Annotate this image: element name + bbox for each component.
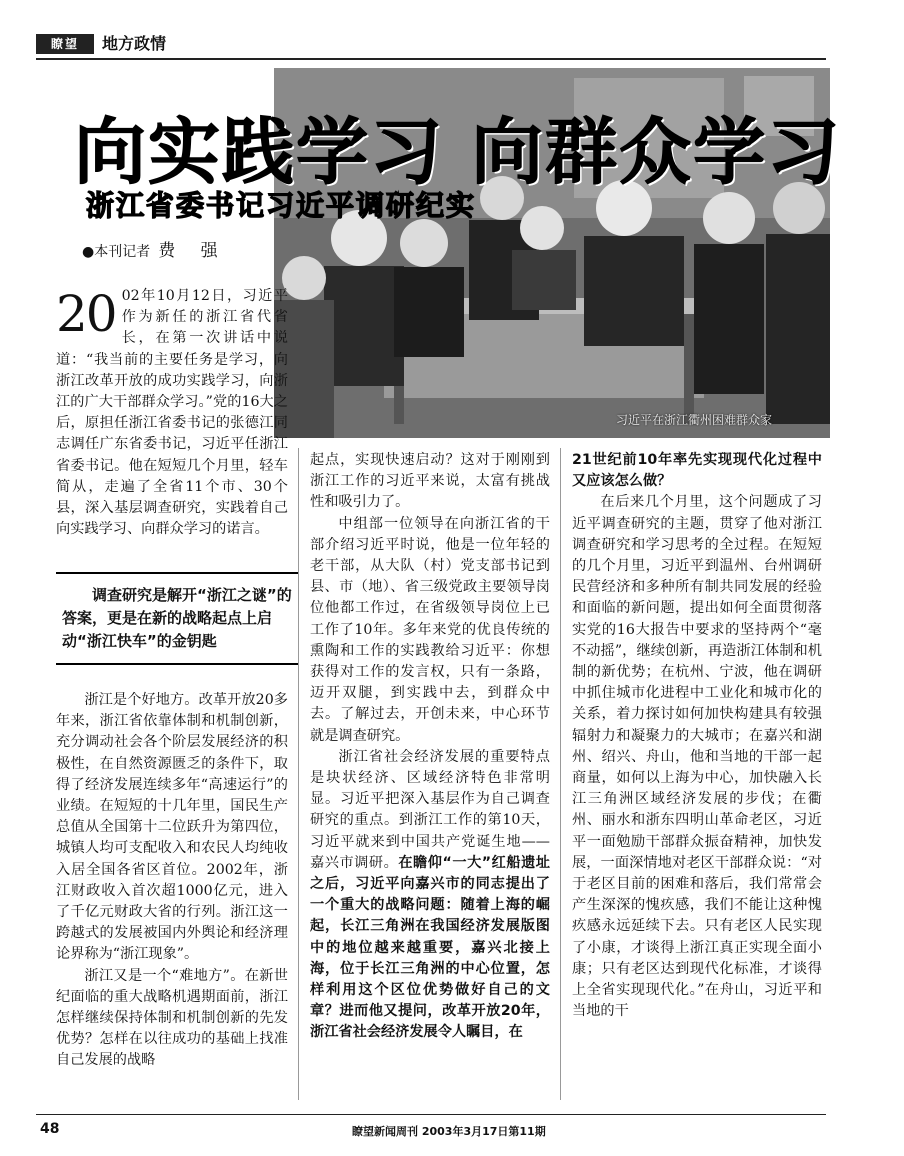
byline <box>82 236 228 261</box>
paragraph: 浙江又是一个“难地方”。在新世纪面临的重大战略机遇期面前，浙江怎样继续保持体制和机制创新的先发优势？怎样在以往成功的基础上找准自己发展的战略 <box>56 967 288 1069</box>
page-number: 48 <box>40 1121 60 1137</box>
section-name: 地方政情 <box>102 34 167 53</box>
paragraph: 在后来几个月里，这个问题成了习近平调查研究的主题，贯穿了他对浙江调查研究和学习思考的全过程。在短短的几个月里，习近平到温州、台州调研民营经济和多种所有制共同发展的经验和面临的新问题，提出如何全面贯彻落实党的16大报告中要求的坚持两个“毫不动摇”，继续创新，再造浙江体制和机制的新优势；在杭州、宁波，他在调研中抓住城市化进程中工业化和城市化的关系，着力探讨如何加快构建具有较强辐射力和凝聚力的大城市；在嘉兴和湖州、绍兴、舟山，他和当地的干部一起商量，如何以上海为中心，加快融入长江三角洲区域经济发展的步伐；在衢州、丽水和浙东四明山革命老区，习近平一面勉励干部群众振奋精神，加快发展，一面深情地对老区干部群众说：“对于老区目前的困难和落后，我们常常会产生深深的愧疚感，我们不能让这种愧疚感永远延续下去。只有老区人民实现了小康，才谈得上浙江真正实现全面小康；只有老区达到现代化标准，才谈得上全省实现现代化。”在舟山，习近平和当地的干 <box>572 494 822 1020</box>
column-1-bottom <box>56 690 288 1072</box>
magazine-logo: 瞭望 <box>36 34 94 54</box>
paragraph: 浙江是个好地方。改革开放20多年来，浙江省依靠体制和机制创新，充分调动社会各个阶层发展经济的积极性，在自然资源匮乏的条件下，取得了经济发展连续多年“高速运行”的业绩。在短短的十几年里，国民生产总值从全国第十二位跃升为第四位，城镇人均可支配收入和农民人均纯收入居全国各省区首位。2002年，浙江财政收入首次超1000亿元，进入了千亿元财政大省的行列。浙江这一跨越式的发展被国内外舆论和经济理论界称为“浙江现象”。 <box>56 692 288 963</box>
paragraph: 浙江省社会经济发展的重要特点是块状经济、区域经济特色非常明显。习近平把深入基层作为自己调查研究的重点。到浙江工作的第10天，习近平就来到中国共产党诞生地——嘉兴市调研。在瞻仰“一大”红船遗址之后，习近平向嘉兴市的同志提出了一个重大的战略问题：随着上海的崛起，长江三角洲在我国经济发展版图中的地位越来越重要，嘉兴北接上海，位于长江三角洲的中心位置，怎样利用这个区位优势做好自己的文章？进而他又提问，改革开放20年，浙江省社会经济发展令人瞩目，在 <box>310 748 550 1041</box>
callout-heading: 调查研究是解开“浙江之谜”的答案，更是在新的战略起点上启动“浙江快车”的金钥匙 <box>56 572 298 665</box>
dropcap: 20 <box>56 285 116 343</box>
column-divider <box>298 448 299 1100</box>
paragraph: 起点，实现快速启动？这对于刚刚到浙江工作的习近平来说，太富有挑战性和吸引力了。 <box>310 452 550 511</box>
page-header <box>36 34 826 60</box>
article-title: 向实践学习 向群众学习 <box>74 110 842 194</box>
column-1-top <box>56 286 288 540</box>
paragraph: 中组部一位领导在向浙江省的干部介绍习近平时说，他是一位年轻的老干部，从大队（村）党支部书记到县、市（地）、省三级党政主要领导岗位他都工作过，在省级领导岗位上已工作了10年。多年来党的优良传统的熏陶和工作的实践教给习近平：你想获得对工作的发言权，只有一条路，迈开双腿，到实践中去，到群众中去。了解过去，开创未来，中心环节就是调查研究。 <box>310 515 550 744</box>
column-divider <box>560 448 561 1100</box>
issue-info: 瞭望新闻周刊 2003年3月17日第11期 <box>352 1125 546 1138</box>
article-subtitle: 浙江省委书记习近平调研纪实 <box>86 189 477 222</box>
page-footer <box>36 1114 826 1137</box>
intro-paragraph: 20 02年10月12日，习近平作为新任的浙江省代省长，在第一次讲话中说道：“我当前的主要任务是学习，向浙江改革开放的成功实践学习，向浙江的广大干部群众学习。”党的16大之后，原担任浙江省委书记的张德江同志调任广东省委书记，习近平任浙江省委书记。他在短短几个月里，轻车简从，走遍了全省11个市、30个县，深入基层调查研究，实践着自己向实践学习、向群众学习的诺言。 <box>56 285 288 538</box>
byline-prefix: ●本刊记者 <box>82 244 151 260</box>
paragraph: 21世纪前10年率先实现现代化过程中又应该怎么做？ <box>572 452 822 490</box>
author-name: 费 强 <box>158 241 228 261</box>
column-3 <box>572 450 822 1022</box>
column-2 <box>310 450 550 1044</box>
photo-caption: 习近平在浙江衢州困难群众家 <box>615 413 772 427</box>
